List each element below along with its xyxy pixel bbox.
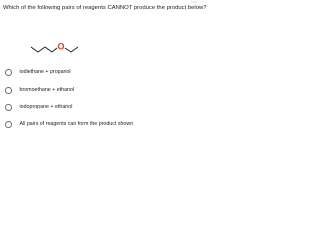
answer-option-label: iodopropane + ethanol xyxy=(19,104,73,110)
answer-option-label: iodiethane + propanol xyxy=(19,69,71,75)
answer-option-4[interactable] xyxy=(5,120,133,129)
answer-option-label: All pairs of reagents can form the product shown xyxy=(19,121,134,127)
oxygen-atom-label: O xyxy=(57,41,65,52)
radio-button[interactable] xyxy=(5,104,12,111)
question-text: Which of the following pairs of reagents CANNOT produce the product below? xyxy=(3,5,207,11)
answer-option-3[interactable] xyxy=(5,103,72,112)
answer-option-2[interactable] xyxy=(5,86,74,95)
corner-mark: ••• xyxy=(191,0,197,4)
radio-button[interactable] xyxy=(5,69,12,76)
carbon-chain-right xyxy=(65,47,78,52)
radio-button[interactable] xyxy=(5,121,12,128)
answer-option-1[interactable] xyxy=(5,68,71,77)
carbon-chain-left xyxy=(31,47,57,52)
radio-button[interactable] xyxy=(5,87,12,94)
answer-option-label: bromoethane + ethanol xyxy=(19,87,75,93)
chemical-structure xyxy=(29,36,81,56)
